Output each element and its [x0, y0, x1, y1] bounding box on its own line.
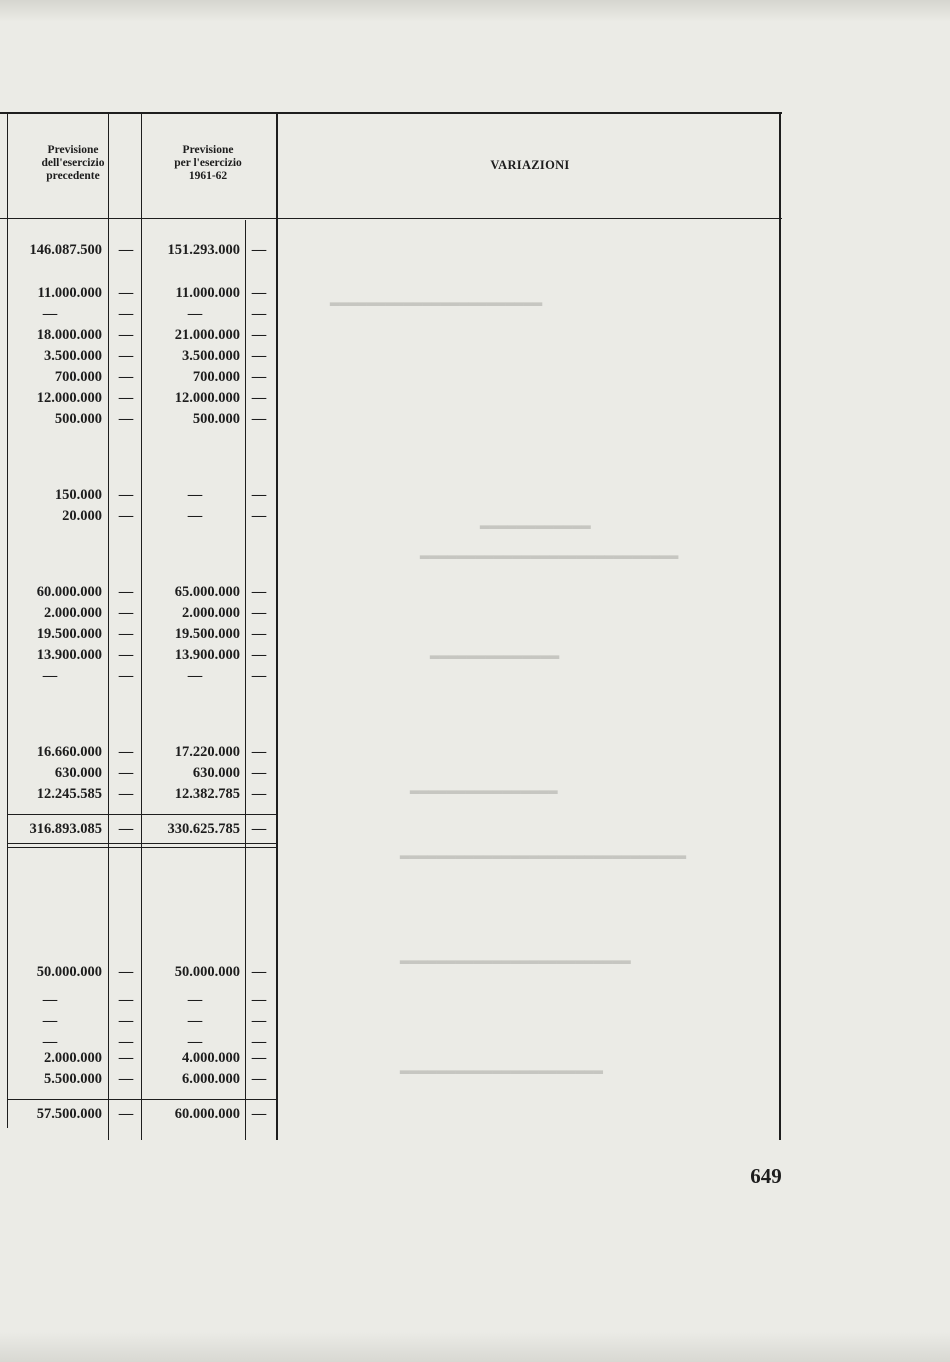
previsione-1961-62-value: — [187, 1013, 203, 1029]
previsione-precedente-value: — [42, 1013, 58, 1029]
dash-separator: — [251, 744, 267, 760]
previsione-1961-62-value: — [187, 668, 203, 684]
dash-separator: — [118, 242, 134, 258]
previsione-precedente-value: 18.000.000 [36, 327, 102, 343]
header-bottom-rule [0, 218, 782, 219]
previsione-1961-62-value: 700.000 [192, 369, 240, 385]
previsione-1961-62-value: — [187, 487, 203, 503]
dash-separator: — [118, 327, 134, 343]
table-right-rule [779, 112, 781, 1140]
dash-separator: — [118, 744, 134, 760]
dash-separator: — [251, 647, 267, 663]
total-rule-top [8, 1099, 278, 1100]
dash-separator: — [251, 285, 267, 301]
previsione-1961-62-value: — [187, 1034, 203, 1050]
dash-separator: — [251, 1050, 267, 1066]
bleed-through-line: ▂▂▂▂▂▂▂▂▂▂▂▂▂▂ [430, 645, 560, 659]
dash-separator: — [118, 584, 134, 600]
header-previsione-1961-62: Previsione per l'esercizio 1961-62 [174, 144, 242, 182]
previsione-1961-62-value: 2.000.000 [182, 605, 240, 621]
previsione-precedente-value: 20.000 [62, 508, 102, 524]
previsione-precedente-value: 2.000.000 [44, 1050, 102, 1066]
dash-separator: — [118, 369, 134, 385]
dash-separator: — [118, 992, 134, 1008]
previsione-precedente-value: 50.000.000 [36, 964, 102, 980]
previsione-1961-62-value: 50.000.000 [174, 964, 240, 980]
previsione-precedente-value: 12.000.000 [36, 390, 102, 406]
dash-separator: — [251, 584, 267, 600]
page-top-edge [0, 0, 950, 22]
previsione-1961-62-value: 65.000.000 [174, 584, 240, 600]
dash-separator: — [251, 369, 267, 385]
previsione-precedente-value: 700.000 [54, 369, 102, 385]
previsione-precedente-value: 5.500.000 [44, 1071, 102, 1087]
table-top-rule [0, 112, 782, 114]
dash-separator: — [118, 390, 134, 406]
previsione-precedente-value: — [42, 992, 58, 1008]
dash-separator: — [251, 1106, 267, 1122]
previsione-1961-62-value: 630.000 [192, 765, 240, 781]
bleed-through-line: ▂▂▂▂▂▂▂▂▂▂▂▂▂▂▂▂▂▂▂▂▂▂▂▂▂▂▂▂▂▂▂ [400, 845, 687, 859]
previsione-1961-62-value: 151.293.000 [167, 242, 240, 258]
dash-separator: — [251, 786, 267, 802]
previsione-1961-62-value: 6.000.000 [182, 1071, 240, 1087]
dash-separator: — [118, 411, 134, 427]
previsione-precedente-value: 11.000.000 [37, 285, 102, 301]
page-bottom-edge [0, 1332, 950, 1362]
page-number: 649 [750, 1164, 782, 1188]
previsione-1961-62-value: 4.000.000 [182, 1050, 240, 1066]
dash-separator: — [251, 992, 267, 1008]
column-rule [108, 112, 109, 1140]
dash-separator: — [251, 1071, 267, 1087]
previsione-1961-62-value: 21.000.000 [174, 327, 240, 343]
dash-separator: — [118, 1050, 134, 1066]
dash-separator: — [251, 765, 267, 781]
dash-separator: — [251, 964, 267, 980]
previsione-precedente-value: 57.500.000 [36, 1106, 102, 1122]
previsione-precedente-value: 500.000 [54, 411, 102, 427]
previsione-1961-62-value: 13.900.000 [174, 647, 240, 663]
column-rule [141, 112, 142, 1140]
previsione-precedente-value: 13.900.000 [36, 647, 102, 663]
dash-separator: — [251, 411, 267, 427]
previsione-1961-62-value: 330.625.785 [167, 821, 240, 837]
bleed-through-line: ▂▂▂▂▂▂▂▂▂▂▂▂▂▂▂▂▂▂▂▂▂▂▂ [330, 292, 543, 306]
previsione-1961-62-value: 500.000 [192, 411, 240, 427]
previsione-1961-62-value: 17.220.000 [174, 744, 240, 760]
previsione-precedente-value: 316.893.085 [29, 821, 102, 837]
total-rule-bottom [8, 843, 278, 844]
dash-separator: — [118, 508, 134, 524]
header-variazioni: VARIAZIONI [490, 158, 570, 172]
dash-separator: — [251, 1013, 267, 1029]
total-rule-double [8, 847, 278, 848]
previsione-precedente-value: 60.000.000 [36, 584, 102, 600]
previsione-precedente-value: 146.087.500 [29, 242, 102, 258]
previsione-1961-62-value: — [187, 306, 203, 322]
previsione-1961-62-value: 60.000.000 [174, 1106, 240, 1122]
total-rule-top [8, 814, 278, 815]
dash-separator: — [118, 1013, 134, 1029]
column-rule [276, 112, 278, 1140]
dash-separator: — [118, 1034, 134, 1050]
previsione-1961-62-value: — [187, 508, 203, 524]
dash-separator: — [251, 306, 267, 322]
dash-separator: — [118, 765, 134, 781]
dash-separator: — [118, 348, 134, 364]
dash-separator: — [251, 668, 267, 684]
dash-separator: — [118, 647, 134, 663]
previsione-precedente-value: — [42, 668, 58, 684]
dash-separator: — [118, 626, 134, 642]
dash-separator: — [118, 605, 134, 621]
previsione-precedente-value: 630.000 [54, 765, 102, 781]
column-rule [245, 220, 246, 1140]
dash-separator: — [251, 242, 267, 258]
dash-separator: — [251, 1034, 267, 1050]
previsione-1961-62-value: 12.000.000 [174, 390, 240, 406]
dash-separator: — [251, 348, 267, 364]
previsione-1961-62-value: 11.000.000 [175, 285, 240, 301]
bleed-through-line: ▂▂▂▂▂▂▂▂▂▂▂▂▂▂▂▂▂▂▂▂▂▂ [400, 1060, 604, 1074]
previsione-precedente-value: 2.000.000 [44, 605, 102, 621]
previsione-precedente-value: 150.000 [54, 487, 102, 503]
previsione-precedente-value: 3.500.000 [44, 348, 102, 364]
dash-separator: — [118, 487, 134, 503]
previsione-precedente-value: 19.500.000 [36, 626, 102, 642]
previsione-precedente-value: — [42, 1034, 58, 1050]
dash-separator: — [118, 1106, 134, 1122]
dash-separator: — [251, 327, 267, 343]
previsione-precedente-value: — [42, 306, 58, 322]
bleed-through-line: ▂▂▂▂▂▂▂▂▂▂▂▂ [480, 515, 591, 529]
dash-separator: — [251, 605, 267, 621]
bleed-through-line: ▂▂▂▂▂▂▂▂▂▂▂▂▂▂▂▂▂▂▂▂▂▂▂▂▂ [400, 950, 631, 964]
bleed-through-line: ▂▂▂▂▂▂▂▂▂▂▂▂▂▂▂▂ [410, 780, 558, 794]
dash-separator: — [251, 821, 267, 837]
dash-separator: — [118, 668, 134, 684]
dash-separator: — [118, 306, 134, 322]
dash-separator: — [118, 964, 134, 980]
previsione-1961-62-value: 3.500.000 [182, 348, 240, 364]
dash-separator: — [251, 390, 267, 406]
dash-separator: — [118, 285, 134, 301]
previsione-1961-62-value: — [187, 992, 203, 1008]
previsione-1961-62-value: 12.382.785 [174, 786, 240, 802]
dash-separator: — [118, 1071, 134, 1087]
header-previsione-precedente: Previsione dell'esercizio precedente [41, 144, 105, 182]
bleed-through-line: ▂▂▂▂▂▂▂▂▂▂▂▂▂▂▂▂▂▂▂▂▂▂▂▂▂▂▂▂ [420, 545, 679, 559]
dash-separator: — [118, 821, 134, 837]
previsione-precedente-value: 12.245.585 [36, 786, 102, 802]
previsione-1961-62-value: 19.500.000 [174, 626, 240, 642]
dash-separator: — [251, 508, 267, 524]
dash-separator: — [251, 626, 267, 642]
dash-separator: — [118, 786, 134, 802]
previsione-precedente-value: 16.660.000 [36, 744, 102, 760]
dash-separator: — [251, 487, 267, 503]
